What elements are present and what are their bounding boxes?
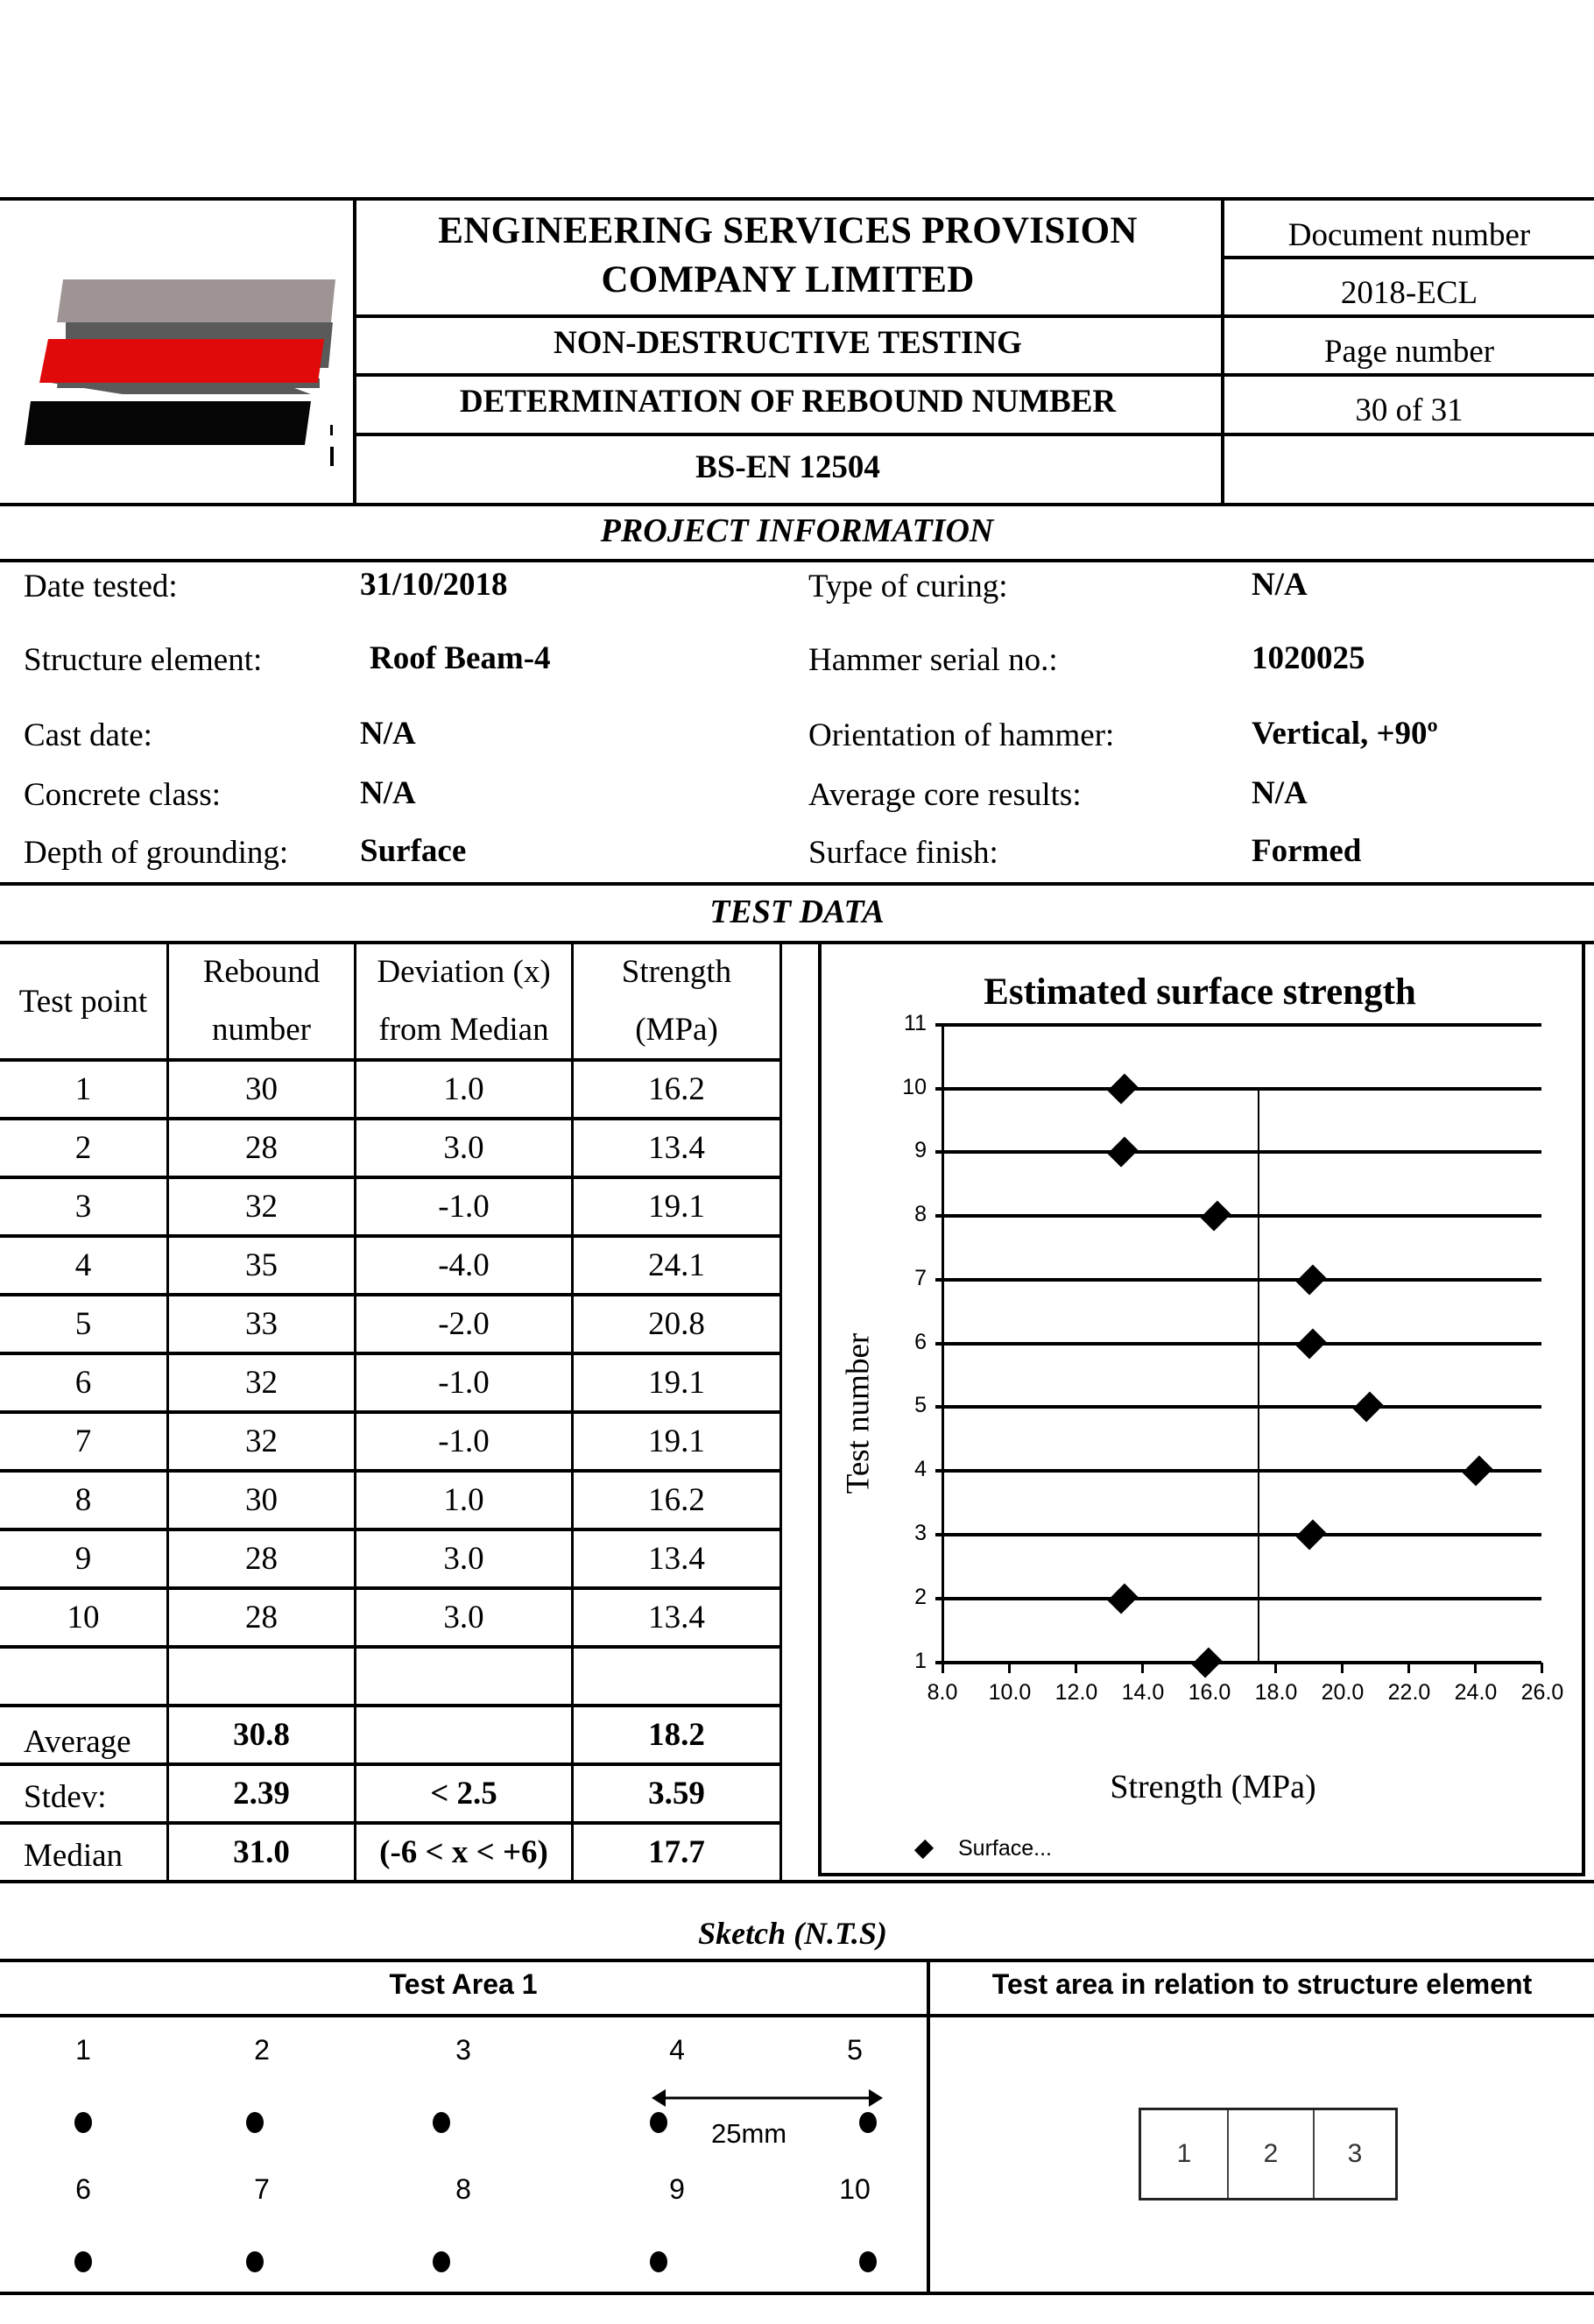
cell-rebound: 33	[245, 1306, 278, 1342]
summary-label: Median	[24, 1838, 123, 1874]
summary-deviation: < 2.5	[430, 1776, 497, 1812]
average-core-label: Average core results:	[808, 777, 1082, 813]
cell-point: 10	[67, 1600, 100, 1635]
hammer-serial-label: Hammer serial no.:	[808, 642, 1058, 678]
chart-gridline	[935, 1469, 1541, 1473]
header-bottom-border	[0, 503, 1594, 506]
cell-rebound: 30	[245, 1071, 278, 1107]
test-point-dot	[650, 2251, 667, 2272]
test-data-title: TEST DATA	[709, 894, 885, 930]
hammer-orientation-label: Orientation of hammer:	[808, 717, 1115, 753]
point-number: 6	[75, 2173, 91, 2205]
cell-strength: 20.8	[648, 1306, 705, 1342]
structure-element-value: Roof Beam-4	[370, 640, 551, 676]
chart-gridline	[935, 1150, 1541, 1154]
cell-rebound: 32	[245, 1189, 278, 1225]
hammer-orientation-value: Vertical, +90º	[1252, 716, 1438, 752]
chart-gridline	[935, 1533, 1541, 1536]
point-number: 5	[847, 2034, 863, 2066]
test-point-dot	[246, 2112, 264, 2133]
summary-deviation: (-6 < x < +6)	[379, 1834, 548, 1870]
test-point-dot	[859, 2112, 877, 2133]
page-number-label: Page number	[1323, 334, 1495, 370]
standard-label: BS-EN 12504	[695, 449, 880, 485]
point-number: 1	[75, 2034, 91, 2066]
test-point-dot	[246, 2251, 264, 2272]
cell-point: 5	[74, 1306, 92, 1342]
point-number: 9	[669, 2173, 685, 2205]
structure-element-label: Structure element:	[24, 642, 263, 678]
doc-number-divider	[1223, 256, 1594, 259]
sketch-top-border	[0, 1959, 1594, 1962]
chart-y-label: Test number	[840, 1332, 877, 1494]
test-area-header: Test Area 1	[389, 1968, 538, 2000]
type-of-curing-value: N/A	[1252, 567, 1308, 603]
summary-strength: 17.7	[648, 1834, 705, 1870]
cell-deviation: 1.0	[443, 1482, 484, 1518]
chart-gridline	[935, 1278, 1541, 1282]
point-number: 10	[839, 2173, 871, 2205]
summary-strength: 3.59	[648, 1776, 705, 1812]
test-point-dot	[433, 2251, 450, 2272]
chart-gridline	[935, 1405, 1541, 1409]
cell-rebound: 32	[245, 1365, 278, 1401]
point-number: 3	[455, 2034, 471, 2066]
chart-gridline	[935, 1023, 1541, 1027]
header-row-line	[355, 373, 1594, 377]
chart-x-label: Strength (MPa)	[1110, 1769, 1316, 1805]
cell-point: 6	[74, 1365, 92, 1401]
element-area: 3	[1347, 2139, 1363, 2168]
test-point-dot	[433, 2112, 450, 2133]
cell-point: 1	[74, 1071, 92, 1107]
test-title: DETERMINATION OF REBOUND NUMBER	[459, 384, 1117, 420]
hammer-serial-value: 1020025	[1252, 640, 1365, 676]
cell-strength: 24.1	[648, 1247, 705, 1283]
chart-x-axis	[935, 1661, 1541, 1664]
cell-strength: 13.4	[648, 1130, 705, 1166]
cell-point: 7	[74, 1423, 92, 1459]
table-row-line	[0, 1645, 781, 1649]
cell-deviation: 3.0	[443, 1600, 484, 1635]
depth-of-grounding-value: Surface	[360, 833, 467, 869]
strength-chart	[818, 943, 1585, 1876]
sketch-title: Sketch (N.T.S)	[698, 1916, 887, 1951]
surface-finish-value: Formed	[1252, 833, 1362, 869]
cell-point: 4	[74, 1247, 92, 1283]
spacing-label: 25mm	[711, 2118, 787, 2149]
point-number: 2	[254, 2034, 270, 2066]
cell-deviation: -4.0	[438, 1247, 490, 1283]
concrete-class-value: N/A	[360, 775, 416, 811]
test-point-dot	[859, 2251, 877, 2272]
cell-point: 9	[74, 1541, 92, 1577]
doc-number-value: 2018-ECL	[1340, 275, 1478, 311]
point-number: 4	[669, 2034, 685, 2066]
summary-rebound: 30.8	[233, 1717, 290, 1753]
cell-deviation: -1.0	[438, 1189, 490, 1225]
cell-rebound: 28	[245, 1600, 278, 1635]
cell-deviation: 3.0	[443, 1130, 484, 1166]
cell-rebound: 35	[245, 1247, 278, 1283]
cell-strength: 19.1	[648, 1423, 705, 1459]
type-of-curing-label: Type of curing:	[808, 569, 1008, 604]
col-header-rebound: Rebound number	[202, 954, 321, 1048]
test-data-bottom-border	[0, 1880, 1594, 1883]
cell-strength: 16.2	[648, 1482, 705, 1518]
date-tested-value: 31/10/2018	[360, 567, 508, 603]
cell-deviation: -1.0	[438, 1365, 490, 1401]
test-point-dot	[74, 2251, 92, 2272]
project-info-title: PROJECT INFORMATION	[600, 512, 994, 549]
chart-gridline	[935, 1342, 1541, 1346]
test-point-dot	[74, 2112, 92, 2133]
cell-strength: 19.1	[648, 1189, 705, 1225]
header-row-line	[355, 433, 1594, 436]
department-title: NON-DESTRUCTIVE TESTING	[554, 325, 1022, 361]
average-core-value: N/A	[1252, 775, 1308, 811]
legend-label: Surface...	[958, 1836, 1052, 1861]
col-header-deviation: Deviation (x) from Median	[377, 954, 551, 1048]
cell-deviation: 3.0	[443, 1541, 484, 1577]
summary-rebound: 2.39	[233, 1776, 290, 1812]
chart-title: Estimated surface strength	[984, 971, 1416, 1013]
structure-element-diagram	[1139, 2108, 1398, 2200]
sketch-header-border	[0, 2014, 1594, 2017]
spacing-arrow-icon	[650, 2085, 885, 2111]
summary-rebound: 31.0	[233, 1834, 290, 1870]
company-logo	[18, 272, 342, 491]
header-top-border	[0, 197, 1594, 201]
cast-date-label: Cast date:	[24, 717, 152, 753]
sketch-bottom-border	[0, 2292, 1594, 2295]
chart-reference-line	[1258, 1088, 1259, 1664]
doc-number-label: Document number	[1287, 217, 1531, 253]
element-area: 1	[1141, 2110, 1229, 2198]
cell-rebound: 30	[245, 1482, 278, 1518]
cell-strength: 13.4	[648, 1541, 705, 1577]
cast-date-value: N/A	[360, 716, 416, 752]
company-name-line2: COMPANY LIMITED	[601, 259, 975, 300]
chart-gridline	[935, 1214, 1541, 1218]
cell-strength: 16.2	[648, 1071, 705, 1107]
chart-gridline	[935, 1087, 1541, 1091]
cell-strength: 13.4	[648, 1600, 705, 1635]
date-tested-label: Date tested:	[24, 569, 178, 604]
summary-label: Average	[24, 1724, 131, 1760]
cell-deviation: 1.0	[443, 1071, 484, 1107]
col-header-strength: Strength (MPa)	[621, 954, 732, 1048]
header-row-line	[355, 314, 1594, 318]
depth-of-grounding-label: Depth of grounding:	[24, 835, 289, 871]
sketch-divider	[927, 1959, 930, 2295]
cell-point: 8	[74, 1482, 92, 1518]
company-name-line1: ENGINEERING SERVICES PROVISION	[438, 210, 1138, 251]
chart-gridline	[935, 1597, 1541, 1600]
page-number-value: 30 of 31	[1355, 392, 1464, 428]
project-info-bottom-border	[0, 882, 1594, 886]
cell-point: 3	[74, 1189, 92, 1225]
point-number: 8	[455, 2173, 471, 2205]
logo-graphic	[18, 272, 342, 491]
cell-deviation: -1.0	[438, 1423, 490, 1459]
col-header-test-point: Test point	[18, 983, 148, 1020]
cell-rebound: 28	[245, 1541, 278, 1577]
surface-finish-label: Surface finish:	[808, 835, 998, 871]
company-name	[355, 207, 1221, 305]
point-number: 7	[254, 2173, 270, 2205]
cell-deviation: -2.0	[438, 1306, 490, 1342]
cell-point: 2	[74, 1130, 92, 1166]
test-point-dot	[650, 2112, 667, 2133]
cell-strength: 19.1	[648, 1365, 705, 1401]
summary-deviation	[356, 1707, 571, 1762]
summary-strength: 18.2	[648, 1717, 705, 1753]
cell-rebound: 32	[245, 1423, 278, 1459]
element-area: 2	[1229, 2110, 1315, 2198]
relation-header: Test area in relation to structure element	[991, 1968, 1533, 2000]
project-info-top-border	[0, 559, 1594, 562]
cell-rebound: 28	[245, 1130, 278, 1166]
concrete-class-label: Concrete class:	[24, 777, 221, 813]
summary-label: Stdev:	[24, 1779, 107, 1815]
